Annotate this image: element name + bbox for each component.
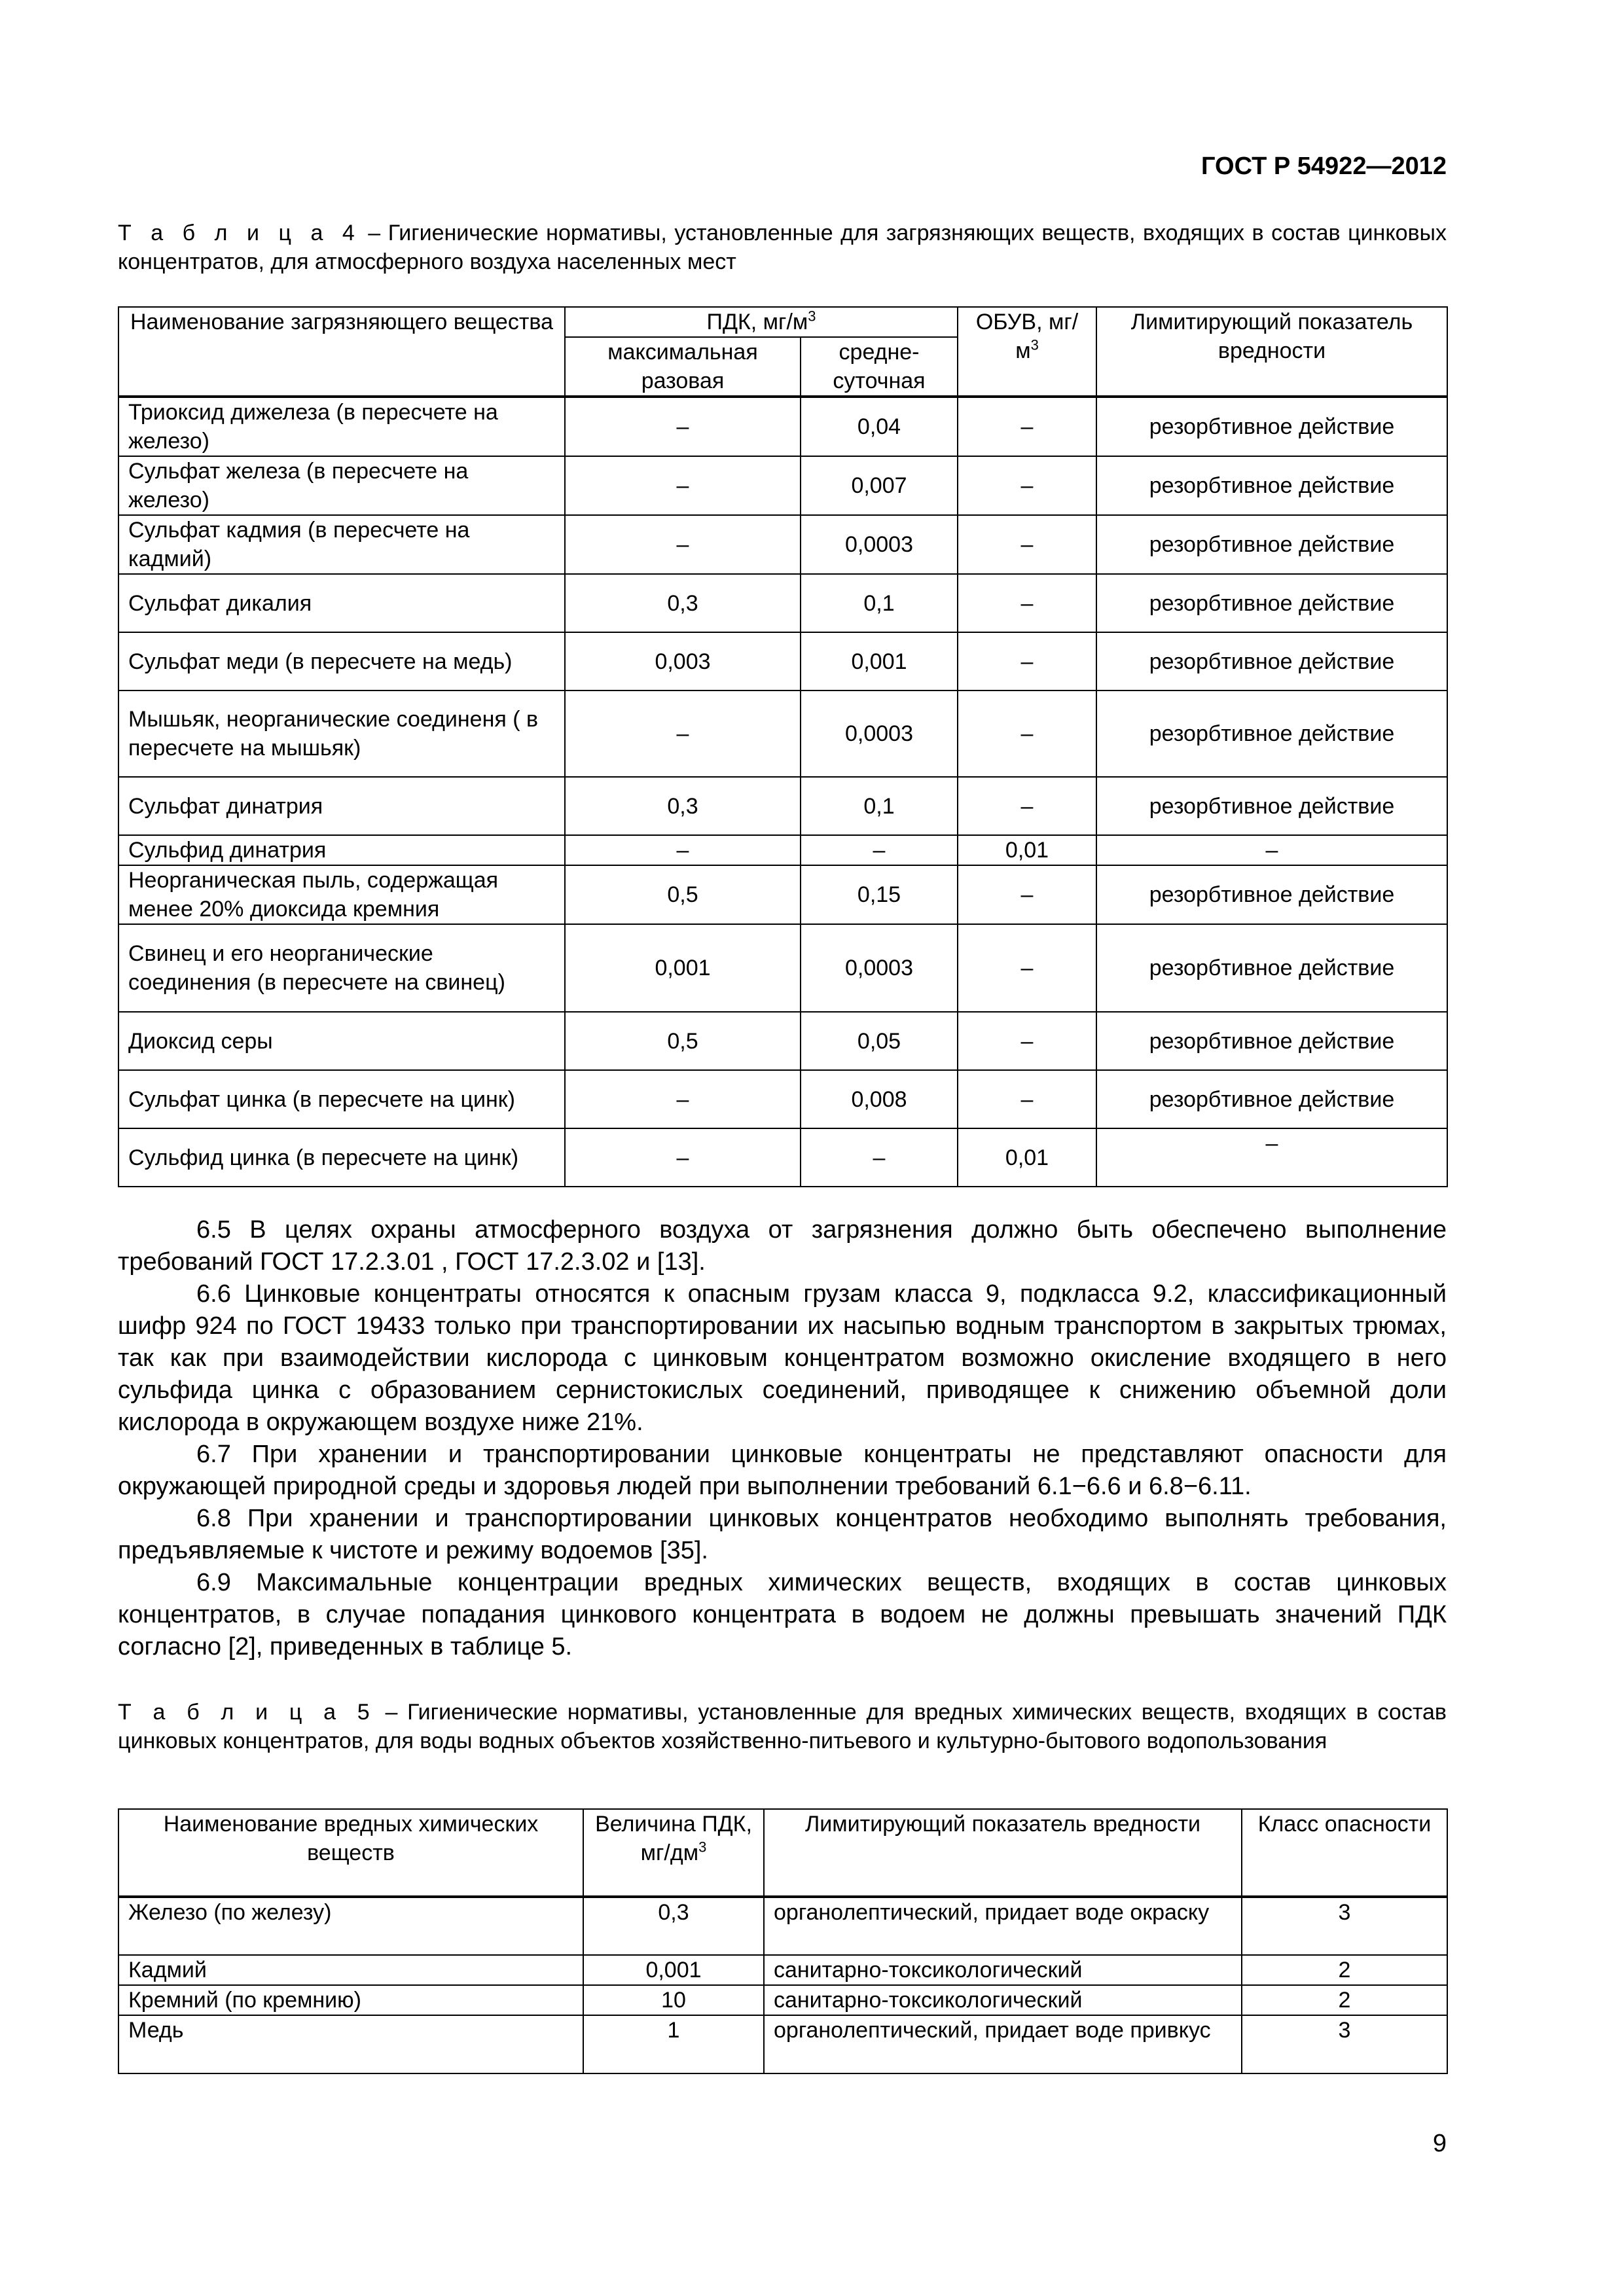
table-row <box>118 397 1447 456</box>
pdk-avg: – <box>801 1128 958 1187</box>
pdk-avg: 0,04 <box>801 397 958 456</box>
table4-header-name: Наименование загрязняющего вещества <box>118 307 565 397</box>
hazard-class: 2 <box>1242 1955 1447 1985</box>
substance-name: Кадмий <box>118 1955 583 1985</box>
table5-header-pdk-label: Величина ПДК, мг/дм <box>595 1812 752 1865</box>
table4-header-obuv <box>958 307 1096 397</box>
table4-header-pdk-label: ПДК, мг/м <box>706 310 808 334</box>
obuv-value: – <box>958 691 1096 777</box>
substance-name: Сульфид динатрия <box>118 835 565 865</box>
limit-indicator: резорбтивное действие <box>1096 574 1447 632</box>
pdk-max: 0,3 <box>565 777 801 835</box>
table5-caption <box>118 1698 1447 1755</box>
limit-indicator: резорбтивное действие <box>1096 632 1447 691</box>
table4-header-pdk <box>565 307 958 337</box>
limit-indicator: резорбтивное действие <box>1096 456 1447 515</box>
pdk-value: 10 <box>583 1985 764 2015</box>
pdk-max: – <box>565 1070 801 1128</box>
substance-name: Сульфат кадмия (в пересчете на кадмий) <box>118 515 565 574</box>
substance-name: Сульфид цинка (в пересчете на цинк) <box>118 1128 565 1187</box>
pdk-avg: 0,0003 <box>801 924 958 1012</box>
pdk-max: 0,5 <box>565 865 801 924</box>
paragraph-6-8: 6.8 При хранении и транспортировании цинковых концентратов необходимо выполнять требования, предъявляемые к чистоте и режиму водоемов [35]. <box>118 1505 1447 1564</box>
hazard-class: 3 <box>1242 1897 1447 1955</box>
table-row <box>118 2015 1447 2073</box>
pdk-value: 0,001 <box>583 1955 764 1985</box>
table5-header-pdk <box>583 1809 764 1897</box>
substance-name: Железо (по железу) <box>118 1897 583 1955</box>
substance-name: Сульфат железа (в пересчете на железо) <box>118 456 565 515</box>
table5-header-pdk-sup: 3 <box>698 1839 707 1856</box>
pdk-avg: 0,008 <box>801 1070 958 1128</box>
obuv-value: – <box>958 397 1096 456</box>
pdk-avg: 0,15 <box>801 865 958 924</box>
table5-caption-text: – Гигиенические нормативы, установленные для вредных химических веществ, входящих в состав цинковых концентратов, для воды водных объектов хозяйственно-питьевого и культурно-бытового водопользования <box>118 1700 1447 1753</box>
obuv-value: – <box>958 574 1096 632</box>
limit-indicator: резорбтивное действие <box>1096 397 1447 456</box>
pdk-value: 1 <box>583 2015 764 2073</box>
pdk-max: – <box>565 515 801 574</box>
limit-indicator: – <box>1096 835 1447 865</box>
pdk-avg: 0,05 <box>801 1012 958 1070</box>
table5-caption-prefix: Т а б л и ц а 5 <box>118 1700 376 1725</box>
limit-indicator: резорбтивное действие <box>1096 1012 1447 1070</box>
obuv-value: – <box>958 515 1096 574</box>
table-row <box>118 1012 1447 1070</box>
limit-indicator: резорбтивное действие <box>1096 777 1447 835</box>
pdk-max: – <box>565 835 801 865</box>
table-row <box>118 574 1447 632</box>
substance-name: Диоксид серы <box>118 1012 565 1070</box>
pdk-avg: 0,0003 <box>801 691 958 777</box>
limit-indicator: резорбтивное действие <box>1096 924 1447 1012</box>
table4-caption <box>118 219 1447 276</box>
obuv-value: 0,01 <box>958 835 1096 865</box>
obuv-value: – <box>958 865 1096 924</box>
table-row <box>118 1128 1447 1187</box>
limit-indicator: санитарно-токсикологический <box>764 1955 1242 1985</box>
paragraph-6-9: 6.9 Максимальные концентрации вредных химических веществ, входящих в состав цинковых концентратов, в случае попадания цинкового концентрата в водоем не должны превышать значений ПДК согласно [2], приведенных в таблице 5. <box>118 1569 1447 1660</box>
pdk-value: 0,3 <box>583 1897 764 1955</box>
table-row <box>118 1985 1447 2015</box>
pdk-max: – <box>565 456 801 515</box>
table4-header-avg: средне-суточная <box>801 337 958 397</box>
table-row <box>118 691 1447 777</box>
limit-indicator: резорбтивное действие <box>1096 865 1447 924</box>
table-row <box>118 1070 1447 1128</box>
pdk-max: 0,001 <box>565 924 801 1012</box>
obuv-value: – <box>958 924 1096 1012</box>
table-row <box>118 865 1447 924</box>
table-row <box>118 924 1447 1012</box>
table-row <box>118 1897 1447 1955</box>
table-row <box>118 777 1447 835</box>
substance-name: Неорганическая пыль, содержащая менее 20% диоксида кремния <box>118 865 565 924</box>
obuv-value: – <box>958 777 1096 835</box>
table5 <box>118 1808 1448 2074</box>
limit-indicator: резорбтивное действие <box>1096 691 1447 777</box>
pdk-avg: 0,1 <box>801 777 958 835</box>
substance-name: Свинец и его неорганические соединения (в пересчете на свинец) <box>118 924 565 1012</box>
substance-name: Медь <box>118 2015 583 2073</box>
hazard-class: 3 <box>1242 2015 1447 2073</box>
table4-caption-prefix: Т а б л и ц а 4 <box>118 221 361 245</box>
pdk-max: 0,3 <box>565 574 801 632</box>
table4-header-limit: Лимитирующий показатель вредности <box>1096 307 1447 397</box>
page-number: 9 <box>1432 2130 1447 2157</box>
table-row <box>118 515 1447 574</box>
table-row <box>118 632 1447 691</box>
paragraph-6-6: 6.6 Цинковые концентраты относятся к опасным грузам класса 9, подкласса 9.2, классификационный шифр 924 по ГОСТ 19433 только при транспортировании их насыпью водным транспортом в закрытых трюмах, так как при взаимодействии кислорода с цинковым концентратом возможно окисление входящего в него сульфида цинка с образованием сернистокислых соединений, приводящее к снижению объемной доли кислорода в окружающем воздухе ниже 21%. <box>118 1280 1447 1436</box>
obuv-value: – <box>958 1070 1096 1128</box>
substance-name: Триоксид дижелеза (в пересчете на железо) <box>118 397 565 456</box>
limit-indicator: резорбтивное действие <box>1096 1070 1447 1128</box>
document-id: ГОСТ Р 54922—2012 <box>1201 152 1447 180</box>
pdk-max: – <box>565 397 801 456</box>
limit-indicator: – <box>1096 1128 1447 1187</box>
limit-indicator: резорбтивное действие <box>1096 515 1447 574</box>
pdk-avg: 0,001 <box>801 632 958 691</box>
table4-caption-text: – Гигиенические нормативы, установленные для загрязняющих веществ, входящих в состав цинковых концентратов, для атмосферного воздуха населенных мест <box>118 221 1447 274</box>
table4-header-obuv-label: ОБУВ, мг/м <box>975 310 1079 363</box>
pdk-max: – <box>565 691 801 777</box>
pdk-avg: 0,0003 <box>801 515 958 574</box>
substance-name: Кремний (по кремнию) <box>118 1985 583 2015</box>
substance-name: Сульфат динатрия <box>118 777 565 835</box>
obuv-value: – <box>958 456 1096 515</box>
limit-indicator: органолептический, придает воде окраску <box>764 1897 1242 1955</box>
paragraph-6-5: 6.5 В целях охраны атмосферного воздуха от загрязнения должно быть обеспечено выполнение требований ГОСТ 17.2.3.01 , ГОСТ 17.2.3.02 и [13]. <box>118 1216 1447 1276</box>
table-row <box>118 835 1447 865</box>
table4-header-pdk-sup: 3 <box>808 308 816 325</box>
pdk-avg: – <box>801 835 958 865</box>
table4 <box>118 306 1448 1187</box>
pdk-avg: 0,007 <box>801 456 958 515</box>
pdk-max: 0,5 <box>565 1012 801 1070</box>
substance-name: Сульфат меди (в пересчете на медь) <box>118 632 565 691</box>
pdk-max: – <box>565 1128 801 1187</box>
table5-header-limit: Лимитирующий показатель вредности <box>764 1809 1242 1897</box>
pdk-max: 0,003 <box>565 632 801 691</box>
pdk-avg: 0,1 <box>801 574 958 632</box>
paragraph-6-7: 6.7 При хранении и транспортировании цинковые концентраты не представляют опасности для окружающей природной среды и здоровья людей при выполнении требований 6.1−6.6 и 6.8−6.11. <box>118 1441 1447 1500</box>
table-row <box>118 1955 1447 1985</box>
table5-header-name: Наименование вредных химических веществ <box>118 1809 583 1897</box>
table5-header-class: Класс опасности <box>1242 1809 1447 1897</box>
hazard-class: 2 <box>1242 1985 1447 2015</box>
substance-name: Сульфат цинка (в пересчете на цинк) <box>118 1070 565 1128</box>
obuv-value: 0,01 <box>958 1128 1096 1187</box>
limit-indicator: санитарно-токсикологический <box>764 1985 1242 2015</box>
table4-header-obuv-sup: 3 <box>1030 336 1039 353</box>
table4-header-max: максимальная разовая <box>565 337 801 397</box>
obuv-value: – <box>958 632 1096 691</box>
substance-name: Сульфат дикалия <box>118 574 565 632</box>
obuv-value: – <box>958 1012 1096 1070</box>
substance-name: Мышьяк, неорганические соединеня ( в пересчете на мышьяк) <box>118 691 565 777</box>
limit-indicator: органолептический, придает воде привкус <box>764 2015 1242 2073</box>
table-row <box>118 456 1447 515</box>
body-text <box>118 1214 1447 1663</box>
